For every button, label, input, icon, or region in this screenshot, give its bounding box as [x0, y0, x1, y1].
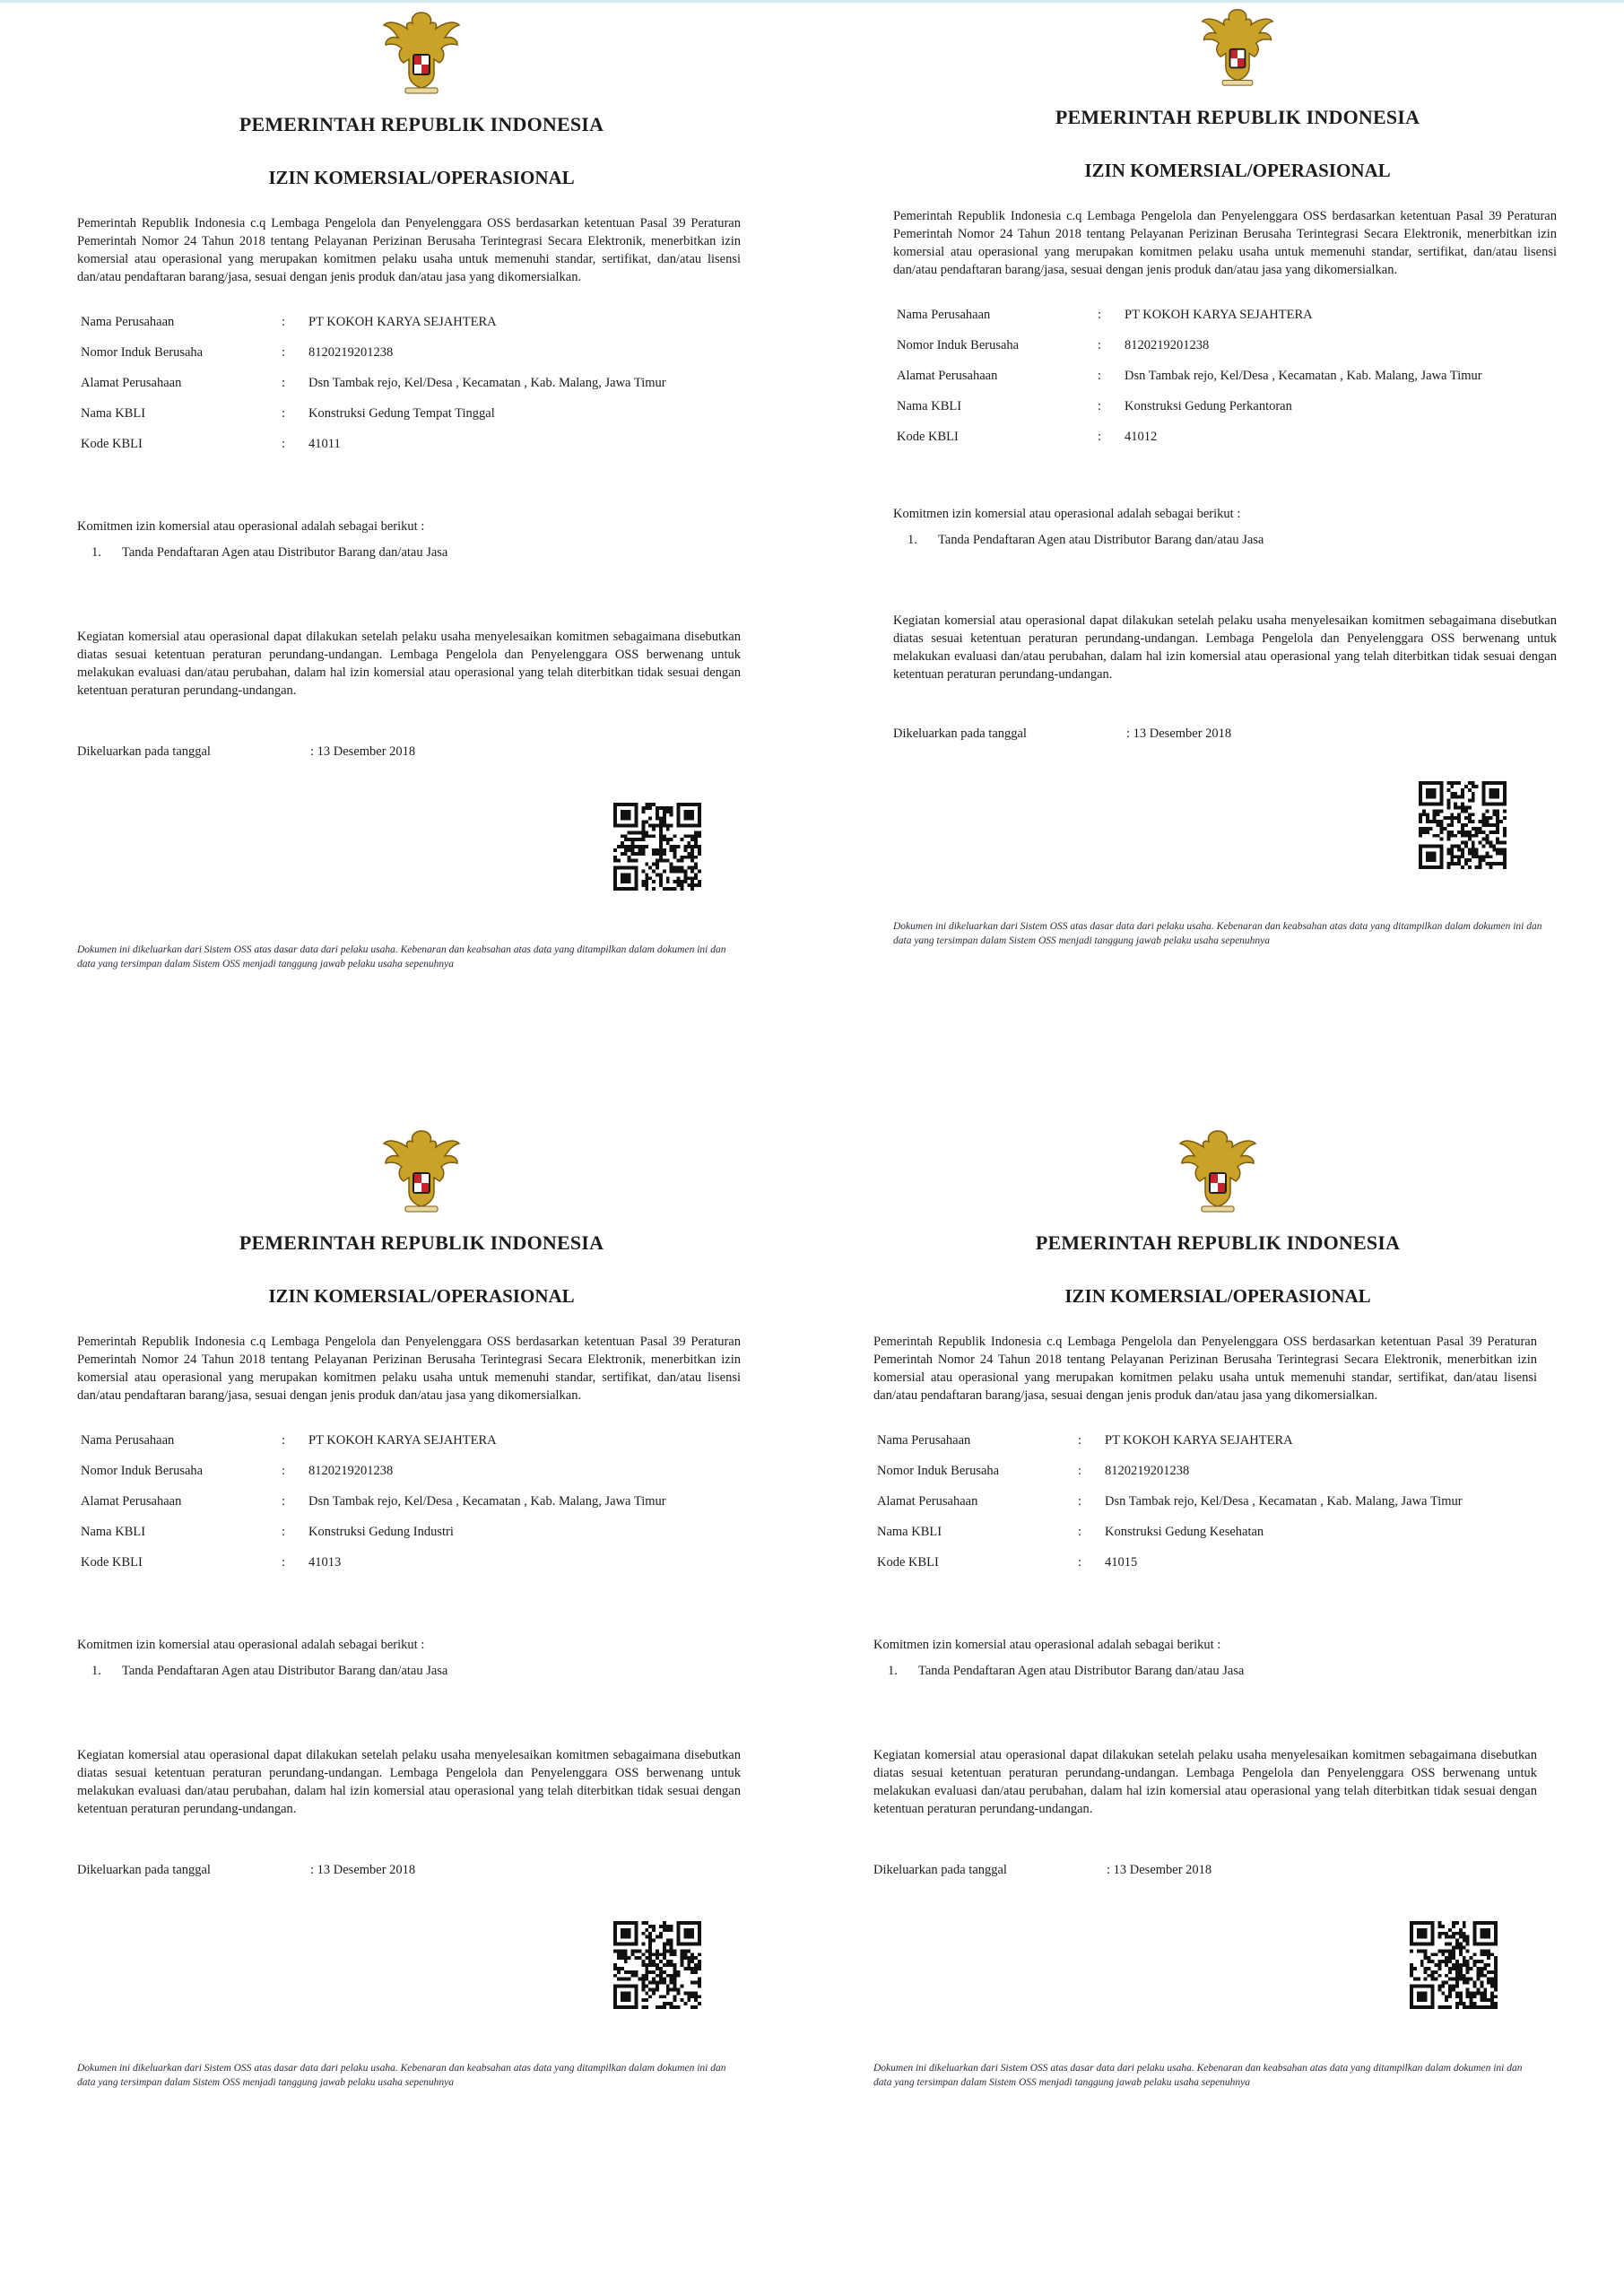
- field-row-kbli-code: [81, 435, 744, 465]
- field-row-kbli-code: [877, 1553, 1541, 1584]
- field-colon: :: [282, 1555, 286, 1570]
- field-label: Alamat Perusahaan: [81, 376, 182, 390]
- field-label: Nama KBLI: [81, 406, 146, 421]
- commitment-heading: Komitmen izin komersial atau operasional adalah sebagai berikut :: [77, 519, 425, 534]
- issued-label: Dikeluarkan pada tanggal: [77, 1863, 211, 1877]
- field-label: Kode KBLI: [877, 1555, 939, 1570]
- commitment-list: [72, 1662, 771, 1680]
- permit-title: IZIN KOMERSIAL/OPERASIONAL: [1084, 160, 1391, 181]
- field-value-address: Dsn Tambak rejo, Kel/Desa , Kecamatan , Kab. Malang, Jawa Timur: [308, 1494, 666, 1509]
- list-item-number: 1.: [908, 533, 917, 547]
- permit-document: [72, 1126, 771, 2247]
- field-colon: :: [1078, 1525, 1082, 1539]
- field-colon: :: [1098, 399, 1102, 413]
- field-label: Kode KBLI: [81, 437, 143, 451]
- field-value-company-name: PT KOKOH KARYA SEJAHTERA: [1125, 308, 1313, 322]
- disclaimer-text: Dokumen ini dikeluarkan dari Sistem OSS atas dasar data dari pelaku usaha. Kebenaran dan keabsahan atas data yang ditampilkan dalam dokumen ini dan data yang tersimpan dalam Sistem OSS menjadi tanggung jawab pelaku usaha sepenuhnya: [893, 921, 1542, 946]
- notes-paragraph: Kegiatan komersial atau operasional dapat dilakukan setelah pelaku usaha menyelesaikan komitmen sebagaimana disebutkan diatas sesuai ketentuan peraturan perundang-undangan. Lembaga Pengelola dan Penyelenggara OSS berwenang untuk melakukan evaluasi dan/atau perubahan, dalam hal izin komersial atau operasional yang telah diterbitkan tidak sesuai dengan ketentuan peraturan perundang-undangan.: [77, 630, 741, 698]
- garuda-emblem-icon: [1197, 4, 1278, 90]
- field-row-kbli-name: [81, 1523, 744, 1553]
- qr-code-icon: [1410, 1921, 1498, 2009]
- field-row-kbli-code: [897, 428, 1560, 458]
- field-colon: :: [1078, 1433, 1082, 1448]
- qr-code-icon: [613, 803, 701, 891]
- issued-date: : 13 Desember 2018: [310, 744, 416, 759]
- company-info-table: [897, 306, 1560, 458]
- field-value-kbli-name: Konstruksi Gedung Kesehatan: [1105, 1525, 1264, 1539]
- field-colon: :: [1098, 369, 1102, 383]
- permit-title: IZIN KOMERSIAL/OPERASIONAL: [268, 1285, 575, 1307]
- government-title: PEMERINTAH REPUBLIK INDONESIA: [1055, 106, 1420, 128]
- company-info-table: [81, 1431, 744, 1584]
- list-item-number: 1.: [91, 545, 101, 560]
- issued-date: : 13 Desember 2018: [1126, 726, 1232, 741]
- field-row-address: [897, 367, 1560, 397]
- field-row-kbli-code: [81, 1553, 744, 1584]
- field-row-address: [877, 1492, 1541, 1523]
- list-item-number: 1.: [91, 1664, 101, 1678]
- field-label: Nomor Induk Berusaha: [81, 1464, 204, 1478]
- field-row-company-name: [897, 306, 1560, 336]
- intro-paragraph: Pemerintah Republik Indonesia c.q Lembaga Pengelola dan Penyelenggara OSS berdasarkan ketentuan Pasal 39 Peraturan Pemerintah Nomor 24 Tahun 2018 tentang Pelayanan Perizinan Berusaha Terintegrasi Secara Elektronik, menerbitkan izin komersial atau operasional yang merupakan komitmen pelaku usaha untuk memenuhi standar, sertifikat, dan/atau lisensi dan/atau pendaftaran barang/jasa, sesuai dengan jenis produk dan/atau jasa yang dikomersialkan.: [873, 1335, 1537, 1403]
- field-row-nib: [81, 344, 744, 374]
- field-value-company-name: PT KOKOH KARYA SEJAHTERA: [308, 1433, 497, 1448]
- field-label: Alamat Perusahaan: [877, 1494, 978, 1509]
- field-value-company-name: PT KOKOH KARYA SEJAHTERA: [308, 315, 497, 329]
- field-value-address: Dsn Tambak rejo, Kel/Desa , Kecamatan , Kab. Malang, Jawa Timur: [1105, 1494, 1463, 1509]
- list-item-text: Tanda Pendaftaran Agen atau Distributor Barang dan/atau Jasa: [918, 1664, 1245, 1678]
- field-row-nib: [897, 336, 1560, 367]
- field-colon: :: [282, 345, 286, 360]
- field-value-kbli-code: 41015: [1105, 1555, 1138, 1570]
- list-item: [91, 1662, 771, 1680]
- list-item-text: Tanda Pendaftaran Agen atau Distributor Barang dan/atau Jasa: [122, 545, 448, 560]
- field-value-nib: 8120219201238: [1105, 1464, 1190, 1478]
- qr-code-icon: [613, 1921, 701, 2009]
- field-colon: :: [282, 1525, 286, 1539]
- field-row-company-name: [81, 313, 744, 344]
- list-item: [908, 531, 1587, 549]
- field-colon: :: [282, 315, 286, 329]
- issued-date-line: [77, 744, 771, 760]
- qr-code-icon: [1419, 781, 1507, 869]
- issued-date-line: [893, 726, 1587, 742]
- field-row-company-name: [877, 1431, 1541, 1462]
- field-value-nib: 8120219201238: [308, 345, 394, 360]
- issued-label: Dikeluarkan pada tanggal: [873, 1863, 1007, 1877]
- field-row-nib: [877, 1462, 1541, 1492]
- field-row-nib: [81, 1462, 744, 1492]
- field-colon: :: [1098, 430, 1102, 444]
- commitment-heading: Komitmen izin komersial atau operasional adalah sebagai berikut :: [893, 507, 1241, 521]
- field-value-kbli-code: 41011: [308, 437, 341, 451]
- field-colon: :: [282, 1433, 286, 1448]
- commitment-heading: Komitmen izin komersial atau operasional adalah sebagai berikut :: [77, 1638, 425, 1652]
- field-colon: :: [1098, 338, 1102, 352]
- commitment-list: [888, 531, 1587, 549]
- issued-label: Dikeluarkan pada tanggal: [893, 726, 1027, 741]
- field-colon: :: [1078, 1555, 1082, 1570]
- field-label: Nomor Induk Berusaha: [897, 338, 1020, 352]
- commitment-heading: Komitmen izin komersial atau operasional adalah sebagai berikut :: [873, 1638, 1221, 1652]
- government-title: PEMERINTAH REPUBLIK INDONESIA: [1035, 1231, 1401, 1254]
- field-label: Nama KBLI: [877, 1525, 942, 1539]
- issued-label: Dikeluarkan pada tanggal: [77, 744, 211, 759]
- issued-date-line: [873, 1863, 1568, 1878]
- field-row-kbli-name: [877, 1523, 1541, 1553]
- field-row-kbli-name: [897, 397, 1560, 428]
- field-colon: :: [282, 406, 286, 421]
- disclaimer-text: Dokumen ini dikeluarkan dari Sistem OSS atas dasar data dari pelaku usaha. Kebenaran dan keabsahan atas data yang ditampilkan dalam dokumen ini dan data yang tersimpan dalam Sistem OSS menjadi tanggung jawab pelaku usaha sepenuhnya: [77, 944, 726, 970]
- garuda-emblem-icon: [1175, 1126, 1261, 1215]
- list-item-text: Tanda Pendaftaran Agen atau Distributor Barang dan/atau Jasa: [938, 533, 1264, 547]
- disclaimer-text: Dokumen ini dikeluarkan dari Sistem OSS atas dasar data dari pelaku usaha. Kebenaran dan keabsahan atas data yang ditampilkan dalam dokumen ini dan data yang tersimpan dalam Sistem OSS menjadi tanggung jawab pelaku usaha sepenuhnya: [873, 2063, 1523, 2088]
- field-label: Nama Perusahaan: [81, 315, 175, 329]
- field-row-kbli-name: [81, 404, 744, 435]
- field-value-kbli-code: 41013: [308, 1555, 342, 1570]
- permit-document: [868, 1126, 1568, 2247]
- permit-document: [72, 7, 771, 1128]
- field-label: Kode KBLI: [897, 430, 959, 444]
- garuda-emblem-icon: [378, 7, 465, 97]
- field-value-address: Dsn Tambak rejo, Kel/Desa , Kecamatan , Kab. Malang, Jawa Timur: [308, 376, 666, 390]
- field-value-kbli-name: Konstruksi Gedung Perkantoran: [1125, 399, 1292, 413]
- issued-date-line: [77, 1863, 771, 1878]
- field-label: Nomor Induk Berusaha: [81, 345, 204, 360]
- field-label: Nama Perusahaan: [877, 1433, 971, 1448]
- field-row-address: [81, 1492, 744, 1523]
- field-row-company-name: [81, 1431, 744, 1462]
- field-label: Nama KBLI: [81, 1525, 146, 1539]
- field-value-kbli-code: 41012: [1125, 430, 1158, 444]
- field-label: Nomor Induk Berusaha: [877, 1464, 1000, 1478]
- garuda-emblem-icon: [378, 1126, 465, 1215]
- issued-date: : 13 Desember 2018: [1107, 1863, 1212, 1877]
- company-info-table: [877, 1431, 1541, 1584]
- list-item-number: 1.: [888, 1664, 898, 1678]
- intro-paragraph: Pemerintah Republik Indonesia c.q Lembaga Pengelola dan Penyelenggara OSS berdasarkan ketentuan Pasal 39 Peraturan Pemerintah Nomor 24 Tahun 2018 tentang Pelayanan Perizinan Berusaha Terintegrasi Secara Elektronik, menerbitkan izin komersial atau operasional yang merupakan komitmen pelaku usaha untuk memenuhi standar, sertifikat, dan/atau lisensi dan/atau pendaftaran barang/jasa, sesuai dengan jenis produk dan/atau jasa yang dikomersialkan.: [77, 1335, 741, 1403]
- field-label: Alamat Perusahaan: [897, 369, 998, 383]
- notes-paragraph: Kegiatan komersial atau operasional dapat dilakukan setelah pelaku usaha menyelesaikan komitmen sebagaimana disebutkan diatas sesuai ketentuan peraturan perundang-undangan. Lembaga Pengelola dan Penyelenggara OSS berwenang untuk melakukan evaluasi dan/atau perubahan, dalam hal izin komersial atau operasional yang telah diterbitkan tidak sesuai dengan ketentuan peraturan perundang-undangan.: [77, 1748, 741, 1816]
- field-colon: :: [282, 1464, 286, 1478]
- notes-paragraph: Kegiatan komersial atau operasional dapat dilakukan setelah pelaku usaha menyelesaikan komitmen sebagaimana disebutkan diatas sesuai ketentuan peraturan perundang-undangan. Lembaga Pengelola dan Penyelenggara OSS berwenang untuk melakukan evaluasi dan/atau perubahan, dalam hal izin komersial atau operasional yang telah diterbitkan tidak sesuai dengan ketentuan peraturan perundang-undangan.: [873, 1748, 1537, 1816]
- top-edge-line: [0, 0, 1624, 3]
- field-label: Nama Perusahaan: [897, 308, 991, 322]
- field-value-address: Dsn Tambak rejo, Kel/Desa , Kecamatan , Kab. Malang, Jawa Timur: [1125, 369, 1482, 383]
- field-label: Nama Perusahaan: [81, 1433, 175, 1448]
- field-colon: :: [1078, 1494, 1082, 1509]
- commitment-list: [868, 1662, 1568, 1680]
- field-colon: :: [282, 376, 286, 390]
- field-value-nib: 8120219201238: [1125, 338, 1210, 352]
- field-value-kbli-name: Konstruksi Gedung Industri: [308, 1525, 454, 1539]
- disclaimer-text: Dokumen ini dikeluarkan dari Sistem OSS atas dasar data dari pelaku usaha. Kebenaran dan keabsahan atas data yang ditampilkan dalam dokumen ini dan data yang tersimpan dalam Sistem OSS menjadi tanggung jawab pelaku usaha sepenuhnya: [77, 2063, 726, 2088]
- field-colon: :: [282, 1494, 286, 1509]
- field-label: Alamat Perusahaan: [81, 1494, 182, 1509]
- intro-paragraph: Pemerintah Republik Indonesia c.q Lembaga Pengelola dan Penyelenggara OSS berdasarkan ketentuan Pasal 39 Peraturan Pemerintah Nomor 24 Tahun 2018 tentang Pelayanan Perizinan Berusaha Terintegrasi Secara Elektronik, menerbitkan izin komersial atau operasional yang merupakan komitmen pelaku usaha untuk memenuhi standar, sertifikat, dan/atau lisensi dan/atau pendaftaran barang/jasa, sesuai dengan jenis produk dan/atau jasa yang dikomersialkan.: [893, 209, 1557, 277]
- government-title: PEMERINTAH REPUBLIK INDONESIA: [239, 1231, 604, 1254]
- list-item: [888, 1662, 1568, 1680]
- field-value-nib: 8120219201238: [308, 1464, 394, 1478]
- intro-paragraph: Pemerintah Republik Indonesia c.q Lembaga Pengelola dan Penyelenggara OSS berdasarkan ketentuan Pasal 39 Peraturan Pemerintah Nomor 24 Tahun 2018 tentang Pelayanan Perizinan Berusaha Terintegrasi Secara Elektronik, menerbitkan izin komersial atau operasional yang merupakan komitmen pelaku usaha untuk memenuhi standar, sertifikat, dan/atau lisensi dan/atau pendaftaran barang/jasa, sesuai dengan jenis produk dan/atau jasa yang dikomersialkan.: [77, 216, 741, 284]
- field-value-kbli-name: Konstruksi Gedung Tempat Tinggal: [308, 406, 495, 421]
- company-info-table: [81, 313, 744, 465]
- field-colon: :: [1078, 1464, 1082, 1478]
- commitment-list: [72, 544, 771, 561]
- government-title: PEMERINTAH REPUBLIK INDONESIA: [239, 113, 604, 135]
- permit-document: [888, 4, 1587, 1125]
- field-value-company-name: PT KOKOH KARYA SEJAHTERA: [1105, 1433, 1293, 1448]
- field-colon: :: [282, 437, 286, 451]
- field-colon: :: [1098, 308, 1102, 322]
- field-label: Nama KBLI: [897, 399, 962, 413]
- field-row-address: [81, 374, 744, 404]
- list-item: [91, 544, 771, 561]
- notes-paragraph: Kegiatan komersial atau operasional dapat dilakukan setelah pelaku usaha menyelesaikan komitmen sebagaimana disebutkan diatas sesuai ketentuan peraturan perundang-undangan. Lembaga Pengelola dan Penyelenggara OSS berwenang untuk melakukan evaluasi dan/atau perubahan, dalam hal izin komersial atau operasional yang telah diterbitkan tidak sesuai dengan ketentuan peraturan perundang-undangan.: [893, 613, 1557, 682]
- field-label: Kode KBLI: [81, 1555, 143, 1570]
- permit-title: IZIN KOMERSIAL/OPERASIONAL: [268, 167, 575, 188]
- issued-date: : 13 Desember 2018: [310, 1863, 416, 1877]
- permit-title: IZIN KOMERSIAL/OPERASIONAL: [1064, 1285, 1371, 1307]
- list-item-text: Tanda Pendaftaran Agen atau Distributor Barang dan/atau Jasa: [122, 1664, 448, 1678]
